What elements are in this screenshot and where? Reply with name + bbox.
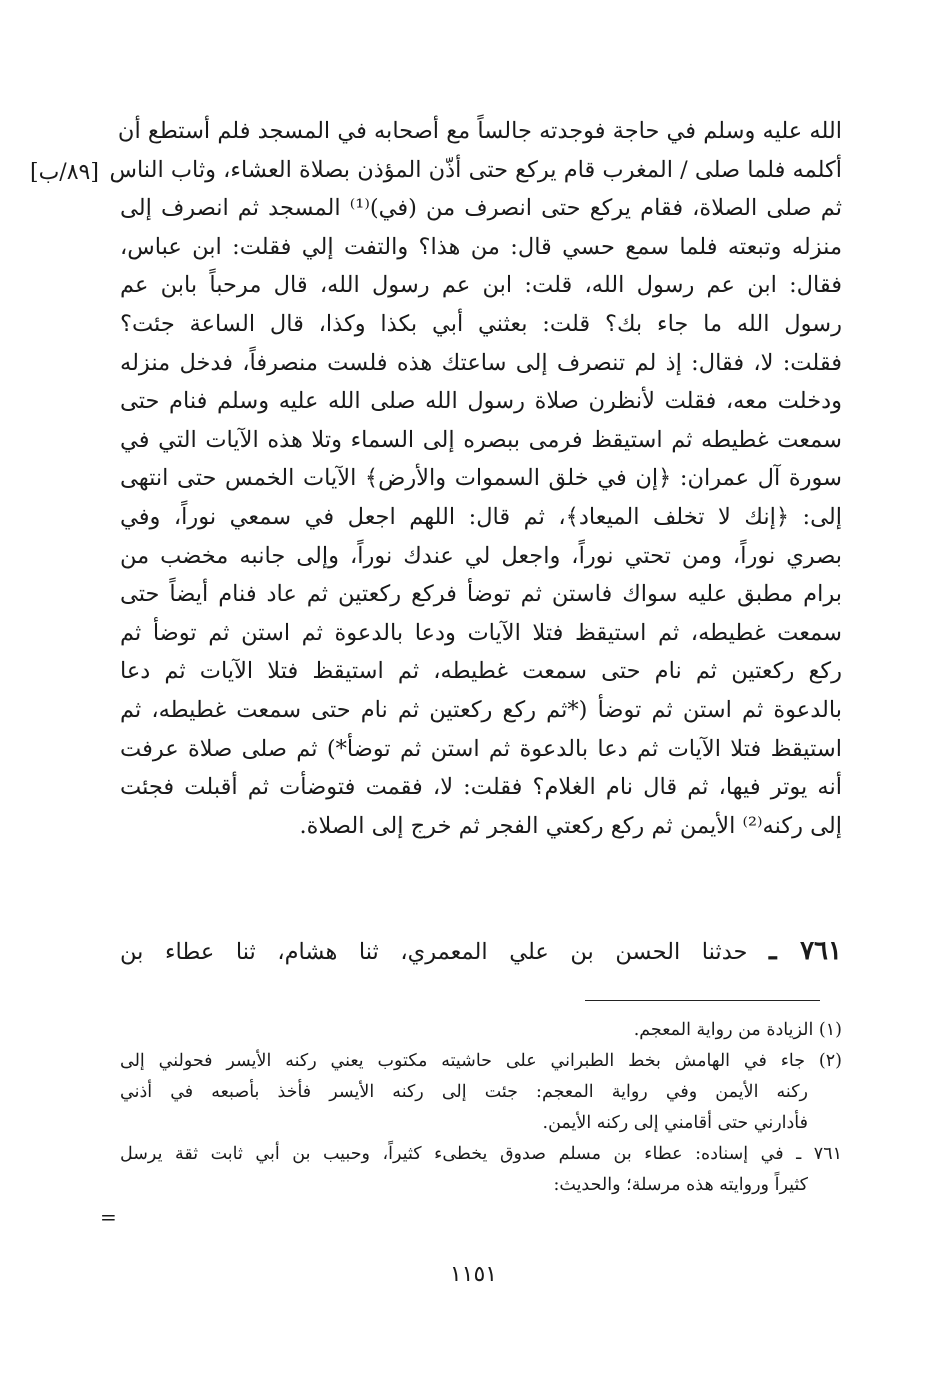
text-line: فقلت: لا، فقال: إذ لم تنصرف إلى ساعتك هذه فلست منصرفاً، فدخل منزله [120,349,842,376]
text-line: إلى: ﴿إنك لا تخلف الميعاد﴾، ثم قال: اللهم اجعل في سمعي نوراً، وفي [120,503,842,530]
text-line: رسول الله ما جاء بك؟ قلت: بعثني أبي بكذا وكذا، قال الساعة جئت؟ [120,310,842,337]
hadith-isnad: حدثنا الحسن بن علي المعمري، ثنا هشام، ثنا عطاء بن [120,939,748,965]
footnote-line: (١) الزيادة من رواية المعجم. [633,1020,842,1040]
text-line: استيقظ فتلا الآيات ثم دعا بالدعوة ثم استن ثم توضأ*) ثم صلى صلاة عرفت [120,735,842,762]
main-text [109,112,842,845]
footnote-line: كثيراً وروايته هذه مرسلة؛ والحديث: [553,1175,808,1195]
footnote-line: ركنه الأيمن وفي رواية المعجم: جئت إلى ركنه الأيسر فأخذ بأصبعه في أذني [120,1082,808,1102]
text-line: إلى ركنه⁽²⁾ الأيمن ثم ركع ركعتي الفجر ثم خرج إلى الصلاة. [299,812,842,839]
text-line: برام مطبق عليه سواك فاستن ثم توضأ فركع ركعتين ثم عاد فنام أيضاً حتى [120,581,842,608]
page-number: ١١٥١ [449,1262,498,1287]
footnotes [120,1015,842,1201]
margin-folio-reference: [٨٩/ب] [30,160,99,185]
text-line: أكلمه فلما صلى / المغرب قام يركع حتى أذّن المؤذن بصلاة العشاء، وثاب الناس [109,156,842,183]
footnote-separator [585,1000,820,1001]
text-line: ركع ركعتين ثم نام حتى سمعت غطيطه، ثم استيقظ فتلا الآيات ثم دعا [120,658,842,685]
continuation-mark: = [100,1205,117,1229]
text-line: الله عليه وسلم في حاجة فوجدته جالساً مع أصحابه في المسجد فلم أستطع أن [117,118,842,144]
text-line: منزله وتبعته فلما سمع حسي قال: من هذا؟ والتفت إلي فقلت: ابن عباس، [120,233,842,260]
text-line: سورة آل عمران: ﴿إن في خلق السموات والأرض﴾ الآيات الخمس حتى انتهى [120,465,842,492]
footnote-1 [120,1015,842,1046]
footnote-hadith-761 [120,1139,842,1201]
text-line: بالدعوة ثم استن ثم توضأ (*ثم ركع ركعتين ثم نام حتى سمعت غطيطه، ثم [120,696,842,723]
text-line: فقال: ابن عم رسول الله، قلت: ابن عم رسول الله، قال مرحباً بابن عم [120,272,842,299]
footnote-line: ٧٦١ ـ في إسناده: عطاء بن مسلم صدوق يخطىء كثيراً، وحبيب بن أبي ثابت ثقة يرسل [120,1144,842,1164]
text-line: سمعت غطيطه، ثم استيقظ فتلا الآيات ودعا بالدعوة ثم استن ثم توضأ ثم [120,619,842,646]
text-line: بصري نوراً، ومن تحتي نوراً، واجعل لي عندك نوراً، وإلى جانبه مخضب من [120,542,842,569]
footnote-2 [120,1046,842,1139]
text-line: أنه يوتر فيها، ثم قال نام الغلام؟ فقلت: لا، فقمت فتوضأت ثم أقبلت فجئت [120,774,842,801]
footnote-line: (٢) جاء في الهامش بخط الطبراني على حاشيته مكتوب يعني ركنه الأيسر فحولني إلى [120,1051,842,1071]
text-line: ودخلت معه، فقلت لأنظرن صلاة رسول الله صلى الله عليه وسلم فنام حتى [120,388,842,415]
next-hadith-heading [120,932,842,971]
text-line: ثم صلى الصلاة، فقام يركع حتى انصرف من (في)⁽¹⁾ المسجد ثم انصرف إلى [120,195,842,222]
text-line: سمعت غطيطه ثم استيقظ فرمى ببصره إلى السماء وتلا هذه الآيات التي في [120,426,842,453]
hadith-number: ٧٦١ ـ [769,936,842,966]
footnote-line: فأدارني حتى أقامني إلى ركنه الأيمن. [542,1113,808,1133]
